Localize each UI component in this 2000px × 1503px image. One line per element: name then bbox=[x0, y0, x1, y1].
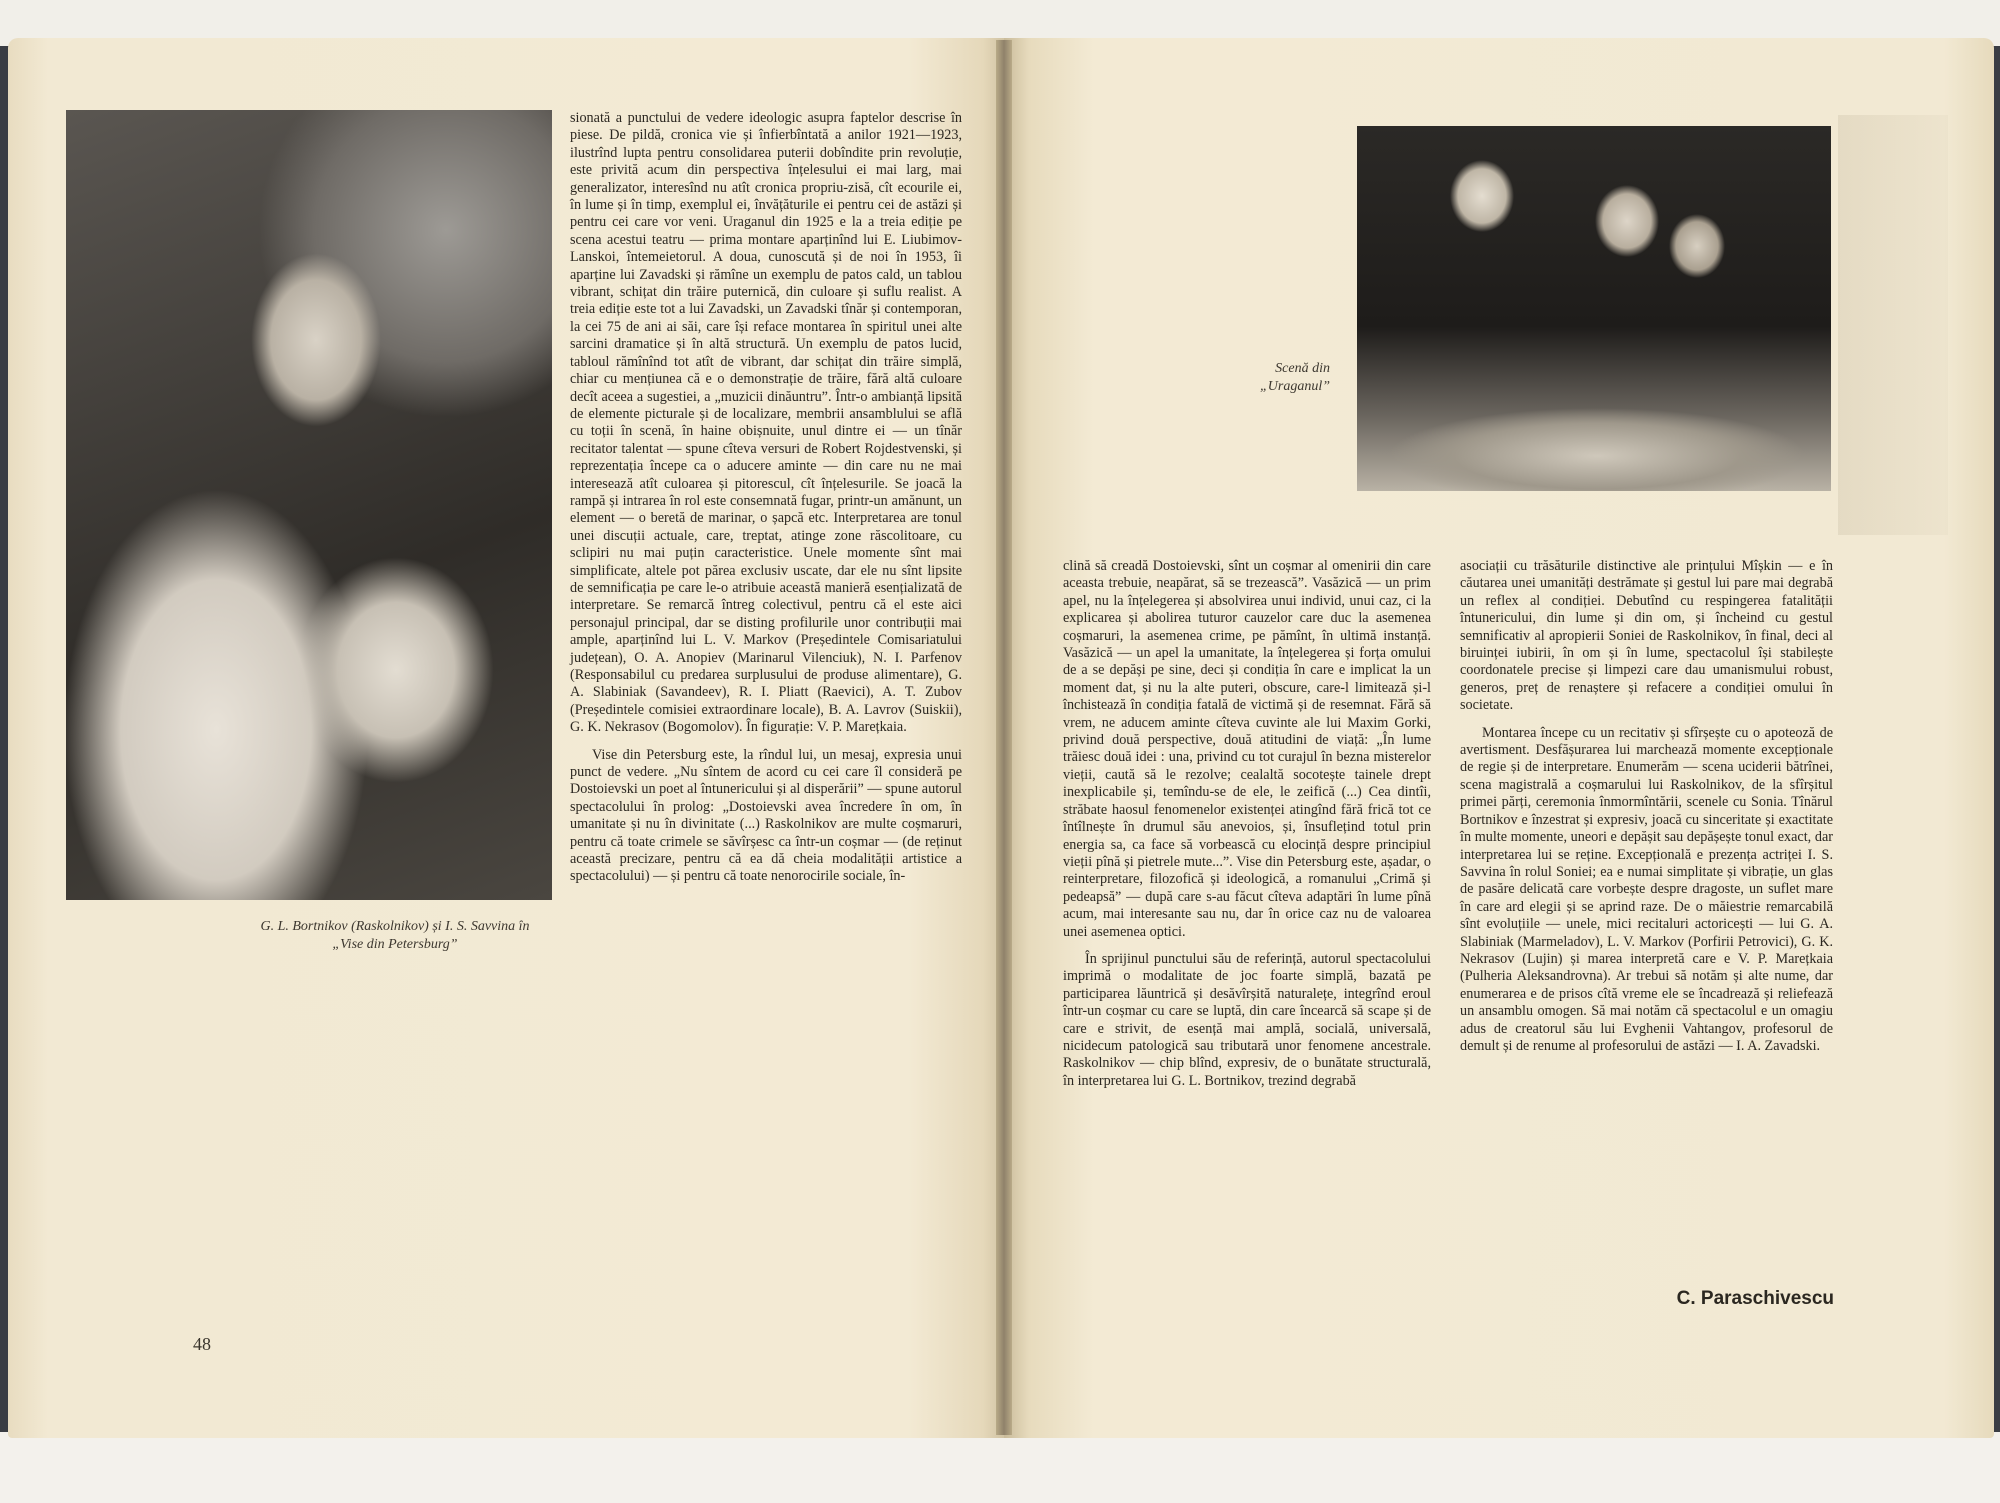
show-through-shadow bbox=[1838, 115, 1948, 535]
author-signature: C. Paraschivescu bbox=[1676, 1288, 1834, 1309]
right-photo-caption: Scenă din „Uraganul” bbox=[1259, 361, 1330, 394]
left-paragraph-1: sionată a punctului de vedere ideologic asupra faptelor descrise în piese. De pildă, cronica vie și înfierbîntată a anilor 1921—1923, ilustrînd lupta pentru consolidarea puterii dobîndite prin revoluție, este privită acum din perspectiva înțelesului ei mai larg, mai generalizator, interesînd nu atît cronica propriu-zisă, cît ecourile ei, în lume și în timp, exemplul ei, învățăturile ei pentru cei de astăzi și pentru cei care vor veni. Uraganul din 1925 e la a treia ediție pe scena acestui teatru — prima montare aparținînd lui E. Liubimov-Lanskoi, întemeietorul. A doua, cunoscută și de noi în 1953, îi aparține lui Zavadski și rămîne un exemplu de patos cald, un tablou vibrant, schițat din trăire puternică, din culoare și suflu realist. A treia ediție este tot a lui Zavadski, un Zavadski tînăr și contemporan, la cei 75 de ani ai săi, care își reface montarea în spiritul unei alte sarcini dramatice și în altă structură. Un exemplu de patos lucid, tabloul rămînînd tot atît de vibrant, dar schițat din trăire simplă, chiar cu mențiunea că e o demonstrație de trăire, fără altă culoare decît aceea a sugestiei, a „muzicii dinăuntru”. Într-o ambianță lipsită de elemente picturale și de localizare, membrii ansamblului se află cu toții în scenă, în haine obișnuite, unul dintre ei — un tînăr recitator talentat — spune cîteva versuri de Robert Rojdestvenski, și reprezentația începe ca o aducere aminte — din care nu ne mai interesează atît culoarea și pitorescul, cît înțelesurile. Se joacă la rampă și intrarea în rol este consemnată fugar, printr-un amănunt, un element — o beretă de marinar, o șapcă etc. Interpretarea are tonul unei discuții actuale, care, treptat, atinge zone răscolitoare, cu sclipiri nu mai puțin caracteristice. Unele momente sînt mai simplificate, altele pot părea exclusiv uscate, dar ele nu sînt lipsite de semnificația pe care le-o atribuie această manieră esențializată de interpretare. Se remarcă întreg colectivul, pentru că el este aici personajul principal, dar se disting profilurile unor contribuții mai ample, aparținînd lui L. V. Markov (Președintele Comisariatului județean), O. A. Anopiev (Marinarul Vilenciuk), N. I. Parfenov (Responsabilul cu predarea surplusului de produse alimentare), G. A. Slabiniak (Savandeev), R. I. Pliatt (Raevici), A. T. Zubov (Președintele comisiei extraordinare locale), B. A. Lavrov (Suiskii), G. K. Nekrasov (Bogomolov). În figurație: V. P. Marețkaia. bbox=[570, 110, 962, 736]
book-cover-bottom bbox=[0, 1432, 2000, 1503]
right-col1-paragraph-2: În sprijinul punctului său de referință, autorul spectacolului imprimă o modalitate de joc foarte simplă, bazată pe participarea lăuntrică și desăvîrșită naturalețe, integrînd eroul într-un coșmar cu care se luptă, din care încearcă să scape și de care e strivit, de esență mai amplă, socială, universală, nicidecum patologică sau tributară unor fenomene ancestrale. Raskolnikov — chip blînd, expresiv, de o bunătate structurală, în interpretarea lui G. L. Bortnikov, trezind degrabă bbox=[1063, 950, 1431, 1089]
right-col1-paragraph-1: clină să creadă Dostoievski, sînt un coșmar al omenirii din care aceasta trebuie, neapărat, să se trezească”. Vasăzică — un prim apel, nu la înțelegerea și absolvirea unui individ, unui caz, ci la explicarea și abolirea tuturor cauzelor care duc la asemenea coșmaruri, la asemenea crime, pe pămînt, în ultimă instanță. Vasăzică — un apel la umanitate, la înțelegerea și forța omului de a se depăși pe sine, deci și condiția în care e implicat la un moment dat, și nu la alte puteri, obscure, care-l limitează și-l închistează în condiția fatală de victimă și de resemnat. Fără să vrem, ne aducem aminte cîteva cuvinte ale lui Maxim Gorki, privind două perspective, două atitudini de viață: „În lume trăiesc două idei : una, privind cu tot curajul în bezna misterelor vieții, caută să le rezolve; cealaltă socotește tainele drept inexplicabile și, temîndu-se de ele, le zeifică (...) Cea dintîi, străbate haosul fenomenelor existenței atingînd fără frică tot ce întîlnește în drumul său anevoios, și, însuflețind totul prin energia sa, ca face să vorbească cu elocință despre principiul vieții pînă și pietrele mute...”. Vise din Petersburg este, așadar, o reinterpretare, filozofică și ideologică, a romanului „Crimă și pedeapsă” — după care s-au făcut cîteva adaptări în lume pînă acum, mai interesante sau nu, dar în orice caz nu de valoarea unei asemenea optici. bbox=[1063, 558, 1431, 940]
book-gutter bbox=[996, 40, 1012, 1435]
page-number: 48 bbox=[193, 1334, 211, 1354]
left-paragraph-2: Vise din Petersburg este, la rîndul lui, un mesaj, expresia unui punct de vedere. „Nu sîntem de acord cu cei care îl consideră pe Dostoievski un poet al întunericului și al disperării” — spune autorul spectacolului în prolog: „Dostoievski avea încredere în om, în umanitate și nu în divinitate (...) Raskolnikov are multe coșmaruri, pentru că toate crimele se săvîrșesc ca într-un coșmar — (de reținut această precizare, pentru că ea dă cheia modalității artistice a spectacolului) — și pentru că toate nenorocirile sociale, în- bbox=[570, 746, 962, 885]
left-text-column bbox=[570, 110, 962, 886]
left-photo-caption: G. L. Bortnikov (Raskolnikov) și I. S. Savvina în „Vise din Petersburg” bbox=[260, 919, 530, 952]
photo-raskolnikov-savvina bbox=[66, 110, 552, 900]
right-text-column-1 bbox=[1063, 558, 1431, 1090]
photo-uraganul-scene bbox=[1357, 126, 1831, 491]
right-col2-paragraph-1: asociații cu trăsăturile distinctive ale prințului Mîșkin — e în căutarea unei umanități destrămate și gestul lui pare mai degrabă un reflex al condiției. Debutînd cu respingerea fatalității întunericului, din lume și din om, și încheind cu gestul semnificativ al apropierii Soniei de Raskolnikov, în final, deci al biruinței iubirii, în om și în lume, spectacolul își stabilește coordonatele precise și limpezi care dau umanismului robust, generos, preț de renaștere și refacere a condiției omului în societate. bbox=[1460, 558, 1833, 714]
right-text-column-2 bbox=[1460, 558, 1833, 1055]
right-col2-paragraph-2: Montarea începe cu un recitativ și sfîrșește cu o apoteoză de avertisment. Desfășurarea lui marchează momente excepționale de regie și de interpretare. Enumerăm — scena uciderii bătrînei, scena magistrală a coșmarului lui Raskolnikov, de la sfîrșitul primei părți, ceremonia înmormîntării, scenele cu Sonia. Tînărul Bortnikov e înzestrat și expresiv, joacă cu sinceritate și exactitate în multe momente, uneori e depășit sau depășește tonul exact, dar interpretarea lui se reține. Excepțională e prezența actriței I. S. Savvina în rolul Soniei; ea e numai simplitate și vibrație, un glas de pasăre delicată care vorbește despre dragoste, un suflet mare în care ard elegii și se aprind raze. De o măiestrie remarcabilă sînt evoluțiile — unele, mici recitaluri actoricești — lui G. A. Slabiniak (Marmeladov), L. V. Markov (Porfirii Petrovici), G. K. Nekrasov (Lujin) și marea interpretă care e V. P. Marețkaia (Pulheria Aleksandrovna). Ar trebui să notăm și alte nume, dar enumerarea e de prisos cîtă vreme ele se încadrează și reliefează un ansamblu omogen. Să mai notăm că spectacolul e un omagiu adus de creatorul său lui Evghenii Vahtangov, profesorul de demult și de renume al profesorului de astăzi — I. A. Zavadski. bbox=[1460, 724, 1833, 1054]
